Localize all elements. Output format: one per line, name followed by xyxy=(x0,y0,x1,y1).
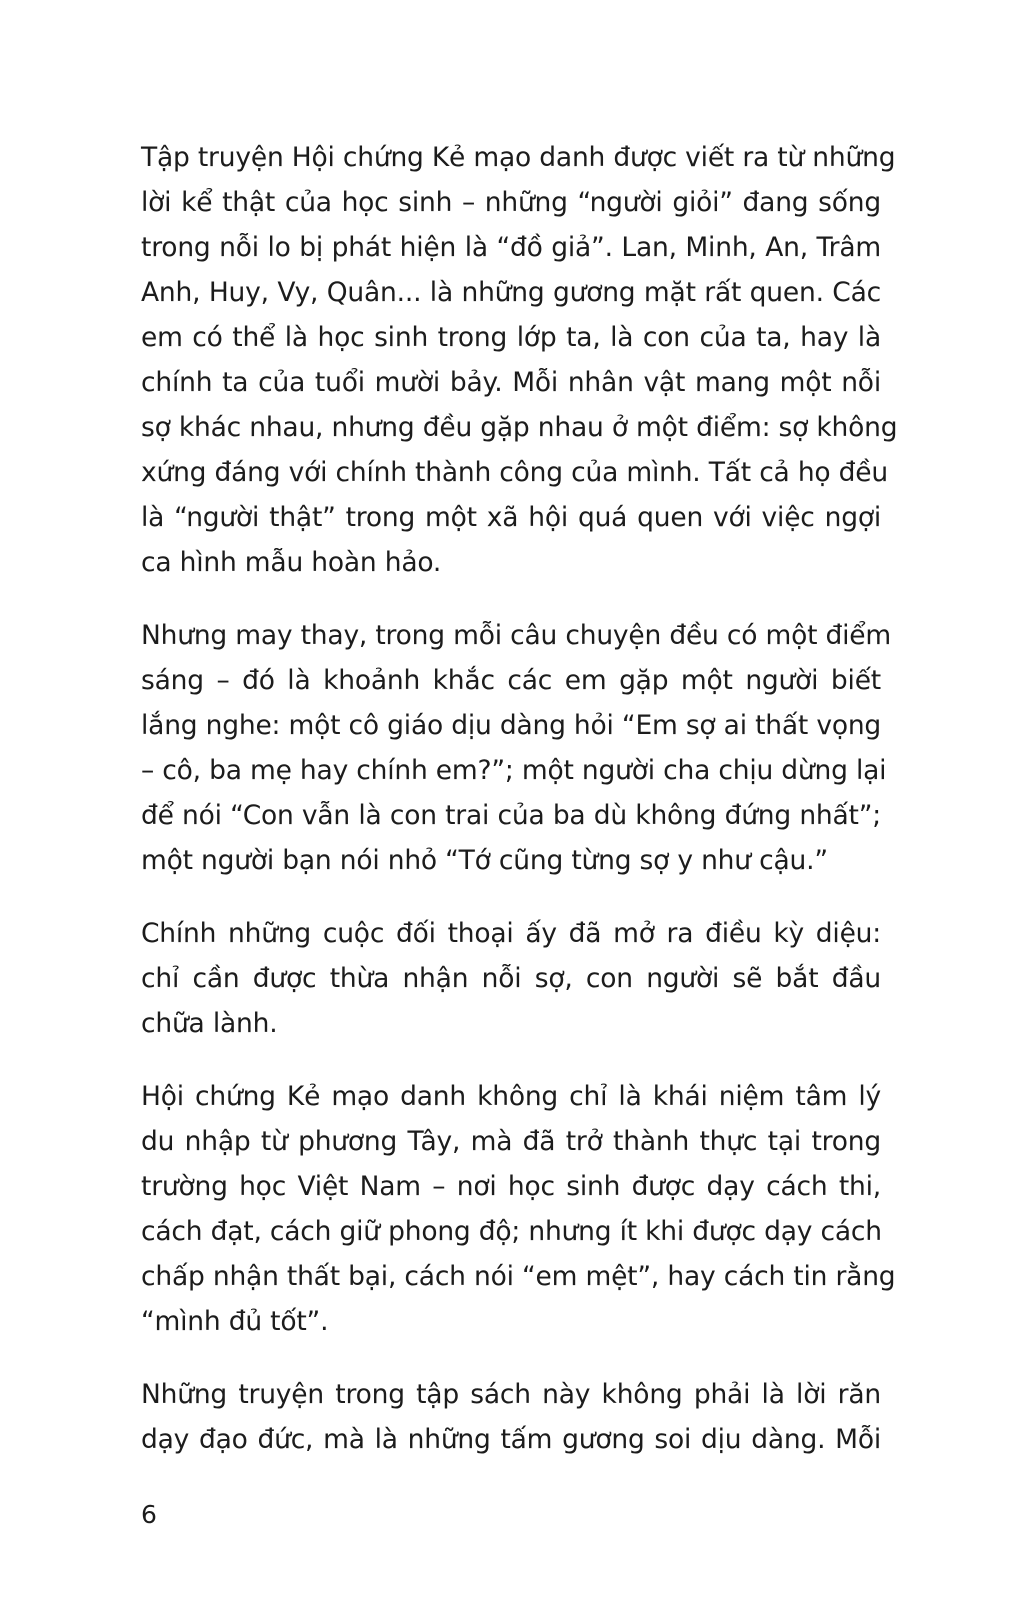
text-line: trong nỗi lo bị phát hiện là “đồ giả”. Lan, Minh, An, Trâm xyxy=(141,232,881,263)
paragraph-2 xyxy=(141,613,892,883)
text-line: một người bạn nói nhỏ “Tớ cũng từng sợ y như cậu.” xyxy=(141,845,828,876)
text-line: xứng đáng với chính thành công của mình. Tất cả họ đều xyxy=(141,457,888,488)
text-line: là “người thật” trong một xã hội quá quen với việc ngợi xyxy=(141,502,881,533)
text-line: Những truyện trong tập sách này không phải là lời răn xyxy=(141,1379,881,1410)
text-line: – cô, ba mẹ hay chính em?”; một người cha chịu dừng lại xyxy=(141,755,887,786)
text-line: Chính những cuộc đối thoại ấy đã mở ra điều kỳ diệu: xyxy=(141,918,881,949)
text-line: dạy đạo đức, mà là những tấm gương soi dịu dàng. Mỗi xyxy=(141,1424,881,1455)
paragraph-5 xyxy=(141,1372,881,1462)
text-line: chỉ cần được thừa nhận nỗi sợ, con người sẽ bắt đầu xyxy=(141,963,881,994)
body-text xyxy=(141,135,898,1490)
page-number: 6 xyxy=(141,1500,157,1529)
text-line: em có thể là học sinh trong lớp ta, là con của ta, hay là xyxy=(141,322,881,353)
paragraph-3 xyxy=(141,911,881,1046)
text-line: Tập truyện Hội chứng Kẻ mạo danh được viết ra từ những xyxy=(141,142,896,173)
text-line: Nhưng may thay, trong mỗi câu chuyện đều có một điểm xyxy=(141,620,892,651)
text-line: chữa lành. xyxy=(141,1008,278,1039)
text-line: sợ khác nhau, nhưng đều gặp nhau ở một điểm: sợ không xyxy=(141,412,898,443)
text-line: ca hình mẫu hoàn hảo. xyxy=(141,547,442,578)
text-line: chấp nhận thất bại, cách nói “em mệt”, hay cách tin rằng xyxy=(141,1261,896,1292)
text-line: chính ta của tuổi mười bảy. Mỗi nhân vật mang một nỗi xyxy=(141,367,881,398)
text-line: cách đạt, cách giữ phong độ; nhưng ít khi được dạy cách xyxy=(141,1216,882,1247)
text-line: “mình đủ tốt”. xyxy=(141,1306,329,1337)
text-line: Anh, Huy, Vy, Quân... là những gương mặt rất quen. Các xyxy=(141,277,881,308)
text-line: sáng – đó là khoảnh khắc các em gặp một người biết xyxy=(141,665,881,696)
text-line: lời kể thật của học sinh – những “người giỏi” đang sống xyxy=(141,187,881,218)
text-line: Hội chứng Kẻ mạo danh không chỉ là khái niệm tâm lý xyxy=(141,1081,881,1112)
text-line: trường học Việt Nam – nơi học sinh được dạy cách thi, xyxy=(141,1171,881,1202)
text-line: du nhập từ phương Tây, mà đã trở thành thực tại trong xyxy=(141,1126,881,1157)
paragraph-1 xyxy=(141,135,898,585)
text-line: lắng nghe: một cô giáo dịu dàng hỏi “Em sợ ai thất vọng xyxy=(141,710,882,741)
paragraph-4 xyxy=(141,1074,896,1344)
text-line: để nói “Con vẫn là con trai của ba dù không đứng nhất”; xyxy=(141,800,881,831)
